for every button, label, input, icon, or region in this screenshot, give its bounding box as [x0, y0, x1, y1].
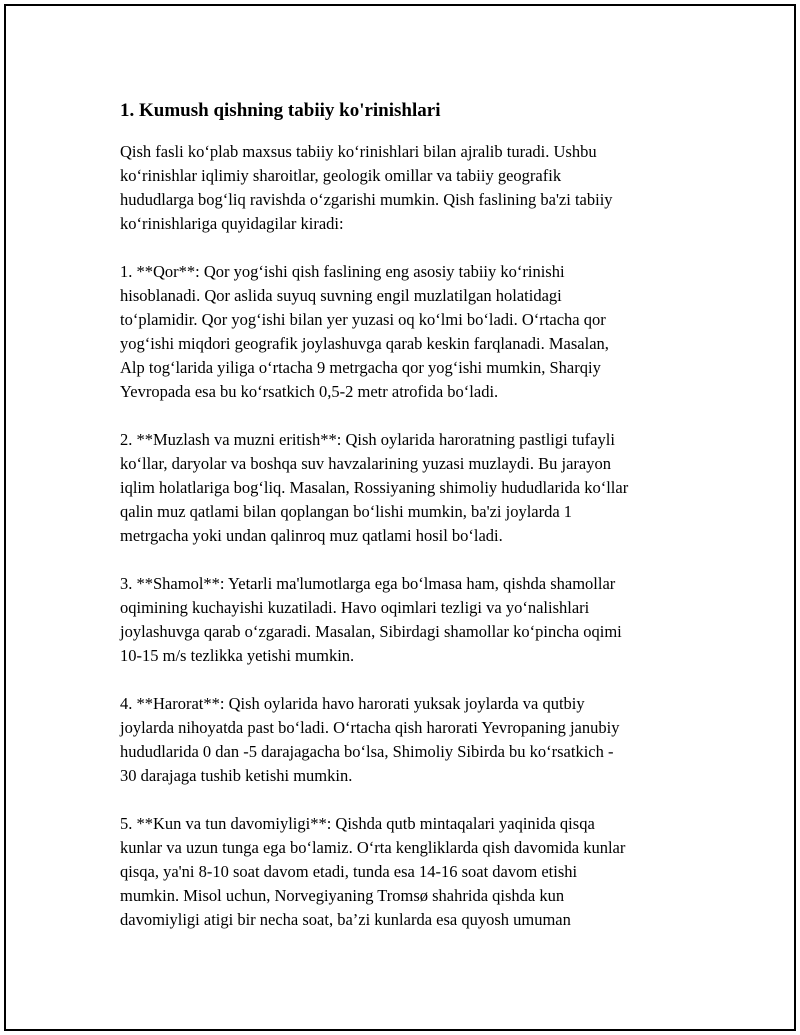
text-line: 1. **Qor**: Qor yog‘ishi qish faslining eng asosiy tabiiy ko‘rinishi — [120, 262, 565, 281]
text-line: 5. **Kun va tun davomiyligi**: Qishda qutb mintaqalari yaqinida qisqa — [120, 814, 595, 833]
text-line: 3. **Shamol**: Yetarli ma'lumotlarga ega bo‘lmasa ham, qishda shamollar — [120, 574, 616, 593]
text-line: ko‘rinishlariga quyidagilar kiradi: — [120, 214, 344, 233]
text-line: davomiyligi atigi bir necha soat, ba’zi kunlarda esa quyosh umuman — [120, 910, 571, 929]
text-line: qisqa, ya'ni 8-10 soat davom etadi, tunda esa 14-16 soat davom etishi — [120, 862, 578, 881]
text-line: ko‘rinishlar iqlimiy sharoitlar, geologik omillar va tabiiy geografik — [120, 166, 562, 185]
item-temperature-paragraph — [120, 692, 700, 788]
document-body — [120, 98, 700, 956]
text-line: 10-15 m/s tezlikka yetishi mumkin. — [120, 646, 355, 665]
text-line: joylarda nihoyatda past bo‘ladi. O‘rtacha qish harorati Yevropaning janubiy — [120, 718, 620, 737]
text-line: 2. **Muzlash va muzni eritish**: Qish oylarida haroratning pastligi tufayli — [120, 430, 615, 449]
section-heading: 1. Kumush qishning tabiiy ko'rinishlari — [120, 100, 441, 121]
item-daylength-paragraph — [120, 812, 700, 932]
text-line: to‘plamidir. Qor yog‘ishi bilan yer yuzasi oq ko‘lmi bo‘ladi. O‘rtacha qor — [120, 310, 606, 329]
text-line: mumkin. Misol uchun, Norvegiyaning Tromsø shahrida qishda kun — [120, 886, 565, 905]
text-line: yog‘ishi miqdori geografik joylashuvga qarab keskin farqlanadi. Masalan, — [120, 334, 609, 353]
text-line: oqimining kuchayishi kuzatiladi. Havo oqimlari tezligi va yo‘nalishlari — [120, 598, 590, 617]
item-freezing-paragraph — [120, 428, 700, 548]
text-line: 4. **Harorat**: Qish oylarida havo harorati yuksak joylarda va qutbiy — [120, 694, 585, 713]
text-line: Alp tog‘larida yiliga o‘rtacha 9 metrgacha qor yog‘ishi mumkin, Sharqiy — [120, 358, 601, 377]
page-frame — [4, 4, 796, 1031]
text-line: qalin muz qatlami bilan qoplangan bo‘lishi mumkin, ba'zi joylarda 1 — [120, 502, 573, 521]
item-snow-paragraph — [120, 260, 700, 404]
text-line: hududlarga bog‘liq ravishda o‘zgarishi mumkin. Qish faslining ba'zi tabiiy — [120, 190, 613, 209]
intro-paragraph — [120, 140, 700, 236]
text-line: hisoblanadi. Qor aslida suyuq suvning engil muzlatilgan holatidagi — [120, 286, 562, 305]
text-line: iqlim holatlariga bog‘liq. Masalan, Rossiyaning shimoliy hududlarida ko‘llar — [120, 478, 629, 497]
text-line: metrgacha yoki undan qalinroq muz qatlami hosil bo‘ladi. — [120, 526, 503, 545]
text-line: joylashuvga qarab o‘zgaradi. Masalan, Sibirdagi shamollar ko‘pincha oqimi — [120, 622, 622, 641]
item-wind-paragraph — [120, 572, 700, 668]
text-line: Yevropada esa bu ko‘rsatkich 0,5-2 metr atrofida bo‘ladi. — [120, 382, 499, 401]
text-line: Qish fasli ko‘plab maxsus tabiiy ko‘rinishlari bilan ajralib turadi. Ushbu — [120, 142, 597, 161]
text-line: hududlarida 0 dan -5 darajagacha bo‘lsa, Shimoliy Sibirda bu ko‘rsatkich - — [120, 742, 614, 761]
text-line: ko‘llar, daryolar va boshqa suv havzalarining yuzasi muzlaydi. Bu jarayon — [120, 454, 611, 473]
text-line: 30 darajaga tushib ketishi mumkin. — [120, 766, 353, 785]
text-line: kunlar va uzun tunga ega bo‘lamiz. O‘rta kengliklarda qish davomida kunlar — [120, 838, 626, 857]
